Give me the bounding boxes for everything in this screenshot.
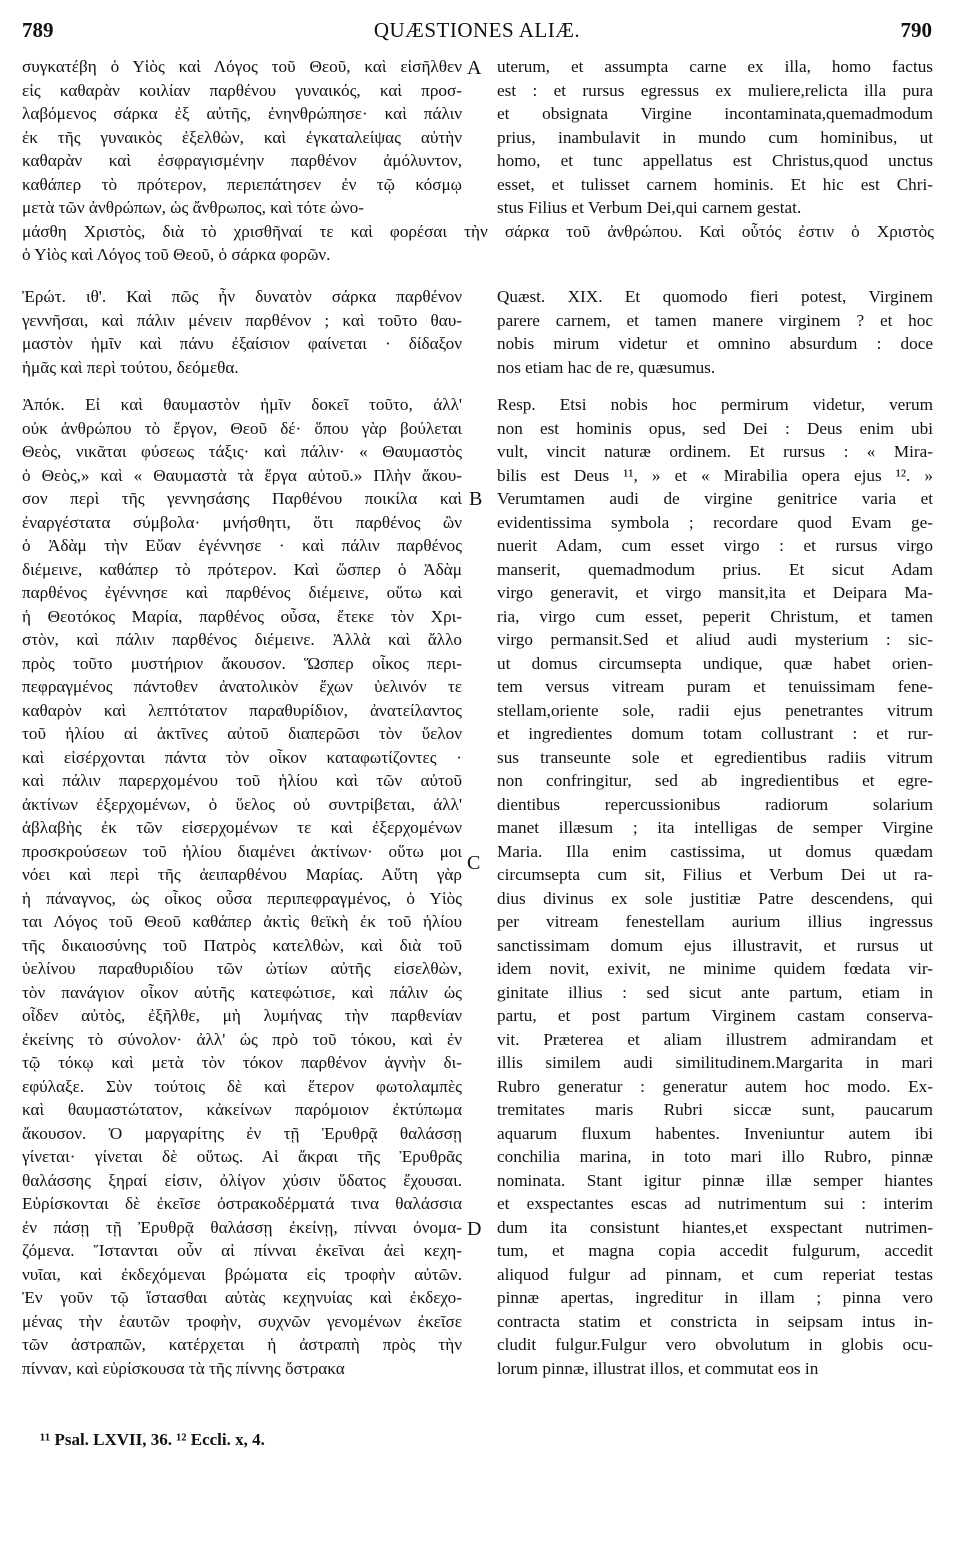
text-line: partu, et post partum Virginem castam conserva- [497, 1006, 933, 1025]
text-line: ginitate illius : sed sicut ante partum, etiam in [497, 982, 933, 1002]
text-line: illis similem audi similitudinem.Margarita in mari [497, 1053, 933, 1072]
text-line: ἀκτίνων ἐξερχομένων, ὁ ὕελος οὐ συντρίβεται, ἀλλ' [22, 794, 462, 814]
latin-column-block-1 [497, 55, 933, 220]
text-line: nobis mirum videtur et omnino absurdum : doce [497, 334, 933, 353]
page-number-left: 789 [22, 18, 54, 42]
text-line: τῆς δικαιοσύνης τοῦ Πατρὸς κατελθὼν, καὶ διὰ τοῦ [22, 935, 462, 955]
text-line: uterum, et assumpta carne ex illa, homo factus [497, 57, 933, 76]
text-line: contracta statim et constricta in seipsam intus in- [497, 1311, 933, 1331]
text-line: homo, et tunc appellatus est Christus,quod unctus [497, 151, 933, 170]
text-line: vit. Præterea et aliam illustrem admirandam et [497, 1029, 933, 1049]
text-line: prius, inambulavit in mundo cum hominibus, ut [497, 127, 933, 147]
text-line: Rubro generatur : generatur autem hoc modo. Ex- [497, 1076, 933, 1096]
text-line: tem versus vitream puram et tenuissimam fene- [497, 677, 933, 696]
text-line: manet illæsum ; ita intelligas de semper Virgine [497, 818, 933, 837]
text-line: ἐν πάσῃ τῇ Ἐρυθρᾷ θαλάσσῃ ἐκείνῃ, πίνναι ὀνομα- [22, 1217, 462, 1237]
text-line: nuerit Adam, cum esset virgo : et rursus virgo [497, 536, 933, 555]
text-line: Ἐν γοῦν τῷ ἵστασθαι αὐτὰς κεχηνυίας καὶ ἐκδεχο- [22, 1288, 462, 1307]
text-line: καὶ θαυμαστώτατον, κἀκείνων παρόμοιον ἐκτύπωμα [22, 1100, 462, 1119]
text-line: virgo permansit.Sed et aliud audi mysterium : sic- [497, 630, 933, 649]
text-line: πίνναν, καὶ εὑρίσκουσα τὰ τῆς πίννης ὄστρακα [22, 1358, 345, 1378]
text-line: Ἐρώτ. ιθ'. Καὶ πῶς ἦν δυνατὸν σάρκα παρθένον [22, 287, 462, 306]
text-line: τὸν πανάγιον οἶκον αὐτῆς κατεφώτισε, καὶ πάλιν ὡς [22, 982, 462, 1002]
text-line: pinnæ apertas, ingreditur in illam ; pinna vero [497, 1288, 933, 1307]
text-line: Verumtamen audi de virgine genitrice varia et [497, 489, 933, 508]
text-line: ἄκουσον. Ὁ μαργαρίτης ἐν τῇ Ἐρυθρᾷ θαλάσσῃ [22, 1123, 462, 1143]
text-line: sanctissimam domum ejus illustravit, et rursus ut [497, 935, 933, 955]
text-line: πρὸς τοῦτο μυστήριον ἄκουσον. Ὥσπερ οἶκος περι- [22, 653, 462, 673]
text-line: cludit fulgur.Fulgur vero obvolutum in globis ocu- [497, 1335, 933, 1354]
text-line: καὶ εἰσέρχονται πάντα τὸν οἶκον καταφωτίζοντες · [22, 747, 462, 767]
text-line: et obsignata Virgine incontaminata,quemadmodum [497, 104, 933, 123]
text-line: διέμεινε, καθάπερ τὸ πρότερον. Καὶ ὥσπερ ὁ Ἀδὰμ [22, 559, 462, 579]
text-line: λαβόμενος σάρκα ἐξ αὐτῆς, ἐνηνθρώπησε· καὶ πάλιν [22, 104, 462, 123]
text-line: ἡμᾶς καὶ περὶ τούτου, δεόμεθα. [22, 357, 239, 377]
text-line: sus transeunte sole et egredientibus radiis vitrum [497, 747, 933, 767]
text-line: ὁ Υἱὸς καὶ Λόγος τοῦ Θεοῦ, ὁ σάρκα φορῶν. [22, 245, 331, 264]
running-title: QUÆSTIONES ALIÆ. [373, 18, 581, 42]
text-line: Θεὸς, νικᾶται φύσεως τάξις· καὶ πάλιν· « Θαυμαστὸς [22, 442, 462, 461]
text-line: bilis est Deus ¹¹, » et « Mirabilia opera ejus ¹². » [497, 465, 933, 485]
text-line: ἐναργέστατα σύμβολα· μνήσθητι, ὅτι παρθένος ὢν [22, 512, 462, 532]
text-line: per vitream fenestellam aurium illius ingressus [497, 912, 933, 931]
greek-answer-19 [22, 393, 462, 1380]
text-line: σον περὶ τῆς γεννησάσης Παρθένου ποικίλα καὶ [22, 489, 462, 508]
text-line: ὁ Θεὸς,» καὶ « Θαυμαστὰ τὰ ἔργα αὐτοῦ.» Πλὴν ἄκου- [22, 465, 462, 485]
text-line: γίνεται· γίνεται δὲ οὕτως. Αἱ ἄκραι τῆς Ἐρυθρᾶς [22, 1147, 462, 1166]
text-line: tum, et magna copia accedit fulgurum, accedit [497, 1241, 933, 1260]
text-line: τῷ τόκῳ καὶ μετὰ τὸν τόκον παρθένον ἁγνὴν δι- [22, 1053, 462, 1072]
text-line: ἡ Θεοτόκος Μαρία, παρθένος οὖσα, ἔτεκε τὸν Χρι- [22, 606, 462, 626]
running-header [0, 18, 954, 48]
text-line: ὑελίνου παραθυριδίου τῶν ὠτίων αὐτῆς εἰσελθὼν, [22, 959, 462, 978]
text-line: esset, et tulisset carnem hominis. Et hic est Chri- [497, 174, 933, 194]
text-line: circumsepta cum sit, Filius et Verbum Dei ut ra- [497, 865, 933, 884]
page-number-right: 790 [900, 18, 932, 42]
text-line: συγκατέβη ὁ Υἱὸς καὶ Λόγος τοῦ Θεοῦ, καὶ εἰσῆλθεν [22, 57, 462, 76]
text-line: dum ita consistunt hiantes,et exspectant nutrimen- [497, 1217, 933, 1237]
text-line: καθαρὸν καὶ λεπτότατον παραθυρίδιον, ἀνατείλαντος [22, 700, 462, 720]
text-line: νόει καὶ περὶ τῆς ἀειπαρθένου Μαρίας. Αὕτη γὰρ [22, 865, 462, 884]
text-line: manserit, quemadmodum prius. Et sicut Adam [497, 559, 933, 579]
text-line: dius divinus ex sole justitiæ Patre descendens, qui [497, 888, 933, 908]
text-line: οὐκ ἀνθρώπου τὸ ἔργον, Θεοῦ δέ· ὅπου γὰρ βούλεται [22, 418, 462, 438]
text-line: ὁ Ἀδὰμ τὴν Εὔαν ἐγέννησε · καὶ πάλιν παρθένος [22, 536, 462, 555]
text-line: πεφραγμένος πάντοθεν ἀνατολικὸν ἔχων ὑελινόν τε [22, 677, 462, 696]
text-line: καθάπερ τὸ πρότερον, περιεπάτησεν ἐν τῷ κόσμῳ [22, 174, 462, 194]
text-line: Quæst. XIX. Et quomodo fieri potest, Virginem [497, 287, 933, 306]
margin-marker-c: C [467, 852, 481, 874]
text-line: ἐκ τῆς γυναικὸς ἐξελθὼν, καὶ ἐγκαταλείψας αὐτὴν [22, 127, 462, 147]
greek-question-19 [22, 285, 462, 379]
text-line: ut domus circumsepta undique, quæ habet orien- [497, 653, 933, 673]
text-line: Resp. Etsi nobis hoc permirum videtur, verum [497, 395, 933, 414]
text-line: et exspectantes escas ad nutrimentum sui : interim [497, 1194, 933, 1213]
text-line: τῶν ἀστραπῶν, κατέρχεται ἡ ἀστραπὴ πρὸς τὴν [22, 1335, 462, 1354]
text-line: virgo generavit, et virgo mansit,ita et Deipara Ma- [497, 583, 933, 602]
text-line: aquarum fluxum habentes. Inveniuntur autem ibi [497, 1123, 933, 1143]
latin-question-19 [497, 285, 933, 379]
text-line: ἡ πάναγνος, ὡς οἶκος οὖσα περιπεφραγμένος, ὁ Υἱὸς [22, 888, 462, 908]
text-line: stus Filius et Verbum Dei,qui carnem gestat. [497, 198, 802, 217]
greek-column-block-1 [22, 55, 462, 220]
text-line: ται Λόγος τοῦ Θεοῦ καθάπερ ἀκτὶς θεϊκὴ ἐκ τοῦ ἡλίου [22, 912, 462, 931]
text-line: μετὰ τῶν ἀνθρώπων, ὡς ἄνθρωπος, καὶ τότε ὠνο- [22, 198, 364, 217]
text-line: est : et rursus egressus ex muliere,relicta illa pura [497, 80, 933, 100]
text-line: ἀβλαβὴς ἐκ τῶν εἰσερχομένων τε καὶ ἐξερχομένων [22, 818, 462, 837]
text-line: ria, virgo cum esset, peperit Christum, et tamen [497, 606, 933, 626]
text-line: Εὑρίσκονται δὲ ἐκεῖσε ὀστρακοδέρματά τινα θαλάσσια [22, 1194, 462, 1213]
margin-marker-d: D [467, 1218, 482, 1240]
text-line: μάσθη Χριστὸς, διὰ τὸ χρισθῆναί τε καὶ φορέσαι τὴν σάρκα τοῦ ἀνθρώπου. Καὶ οὗτός ἐστιν ὁ Χριστὸς [22, 221, 934, 241]
text-line: evidentissima symbola ; recordare quod Evam ge- [497, 512, 933, 532]
text-line: καθαρὰν καὶ ἐσφραγισμένην παρθένον ἀμόλυντον, [22, 151, 462, 170]
text-line: et ingredientes domum totam collustrant : et rur- [497, 724, 933, 743]
text-line: προσκρούσεων τοῦ ἡλίου διαμένει ἀκτίνων· οὕτω μοι [22, 841, 462, 861]
text-line: εἰς καθαρὰν κοιλίαν παρθένου γυναικός, καὶ προσ- [22, 80, 462, 100]
text-line: non est hominis opus, sed Dei : Deus enim ubi [497, 418, 933, 438]
text-line: μένας τὴν ἑαυτῶν τροφὴν, συχνῶν γενομένων ἐκεῖσε [22, 1311, 462, 1331]
text-line: ἐκείνης τὸ σύνολον· ἀλλ' ὡς πρὸ τοῦ τόκου, καὶ ἐν [22, 1029, 462, 1049]
text-line: καὶ πάλιν παρερχομένου τοῦ ἡλίου καὶ τῶν αὐτοῦ [22, 771, 462, 790]
text-line: μαστὸν ἡμῖν καὶ πάνυ ἐξαίσιον φαίνεται · δίδαξον [22, 334, 462, 353]
text-line: εφύλαξε. Σὺν τούτοις δὲ καὶ ἕτερον φωτολαμπὲς [22, 1076, 462, 1096]
text-line: παρθένος ἐγέννησε καὶ παρθένος διέμεινε, οὕτω καὶ [22, 583, 462, 602]
margin-marker-b: B [469, 488, 483, 510]
text-line: aliquod fulgur ad pinnam, et cum reperiat testas [497, 1264, 933, 1284]
text-line: vult, vincit naturæ ordinem. Et rursus : « Mira- [497, 442, 933, 461]
text-line: Maria. Illa enim castissima, ut domus quædam [497, 841, 933, 861]
text-line: ζόμενα. Ἵστανται οὖν αἱ πίνναι ἐκεῖναι ἀεὶ κεχη- [22, 1241, 462, 1260]
text-line: νυῖαι, καὶ ἐκδεχόμεναι βρώματα εἰς τροφὴν αὐτῶν. [22, 1264, 462, 1284]
text-line: stellam,oriente sole, radii ejus penetrantes vitrum [497, 700, 933, 720]
text-line: στὸν, καὶ πάλιν παρθένος διέμεινε. Ἀλλὰ καὶ ἄλλο [22, 630, 462, 649]
full-width-lines [22, 220, 934, 267]
text-line: Ἀπόκ. Εἰ καὶ θαυμαστὸν ἡμῖν δοκεῖ τοῦτο, ἀλλ' [22, 395, 462, 414]
text-line: τοῦ ἡλίου αἱ ἀκτῖνες αὐτοῦ διαπερῶσι τὸν ὕελον [22, 724, 462, 743]
footnotes: ¹¹ Psal. LXVII, 36. ¹² Eccli. x, 4. [40, 1430, 265, 1449]
text-line: οἶδεν αὐτὸς, ἐξῆλθε, μὴ λυμήνας τὴν παρθενίαν [22, 1006, 462, 1025]
text-line: idem novit, exivit, ne minime quidem fœdata vir- [497, 959, 933, 978]
text-line: parere carnem, et tamen manere virginem ? et hoc [497, 310, 933, 330]
text-line: θαλάσσης ξηραί εἰσιν, ὀλίγον χύσιν ὕδατος ἔχουσαι. [22, 1170, 462, 1190]
text-line: nominata. Stant igitur pinnæ illæ semper hiantes [497, 1170, 933, 1190]
text-line: γεννῆσαι, καὶ πάλιν μένειν παρθένον ; καὶ τοῦτο θαυ- [22, 310, 462, 330]
text-line: lorum pinnæ, illustrat illos, et commutat eos in [497, 1358, 819, 1378]
text-line: non confringitur, sed ab ingredientibus et egre- [497, 771, 933, 790]
text-line: conchilia marina, in toto mari illo Rubro, pinnæ [497, 1147, 933, 1166]
text-line: tremitates maris Rubri siccæ sunt, paucarum [497, 1100, 933, 1119]
margin-marker-a: A [467, 57, 482, 79]
latin-answer-19 [497, 393, 933, 1380]
text-line: dientibus repercussionibus radiorum solarium [497, 794, 933, 814]
text-line: nos etiam hac de re, quæsumus. [497, 357, 716, 377]
